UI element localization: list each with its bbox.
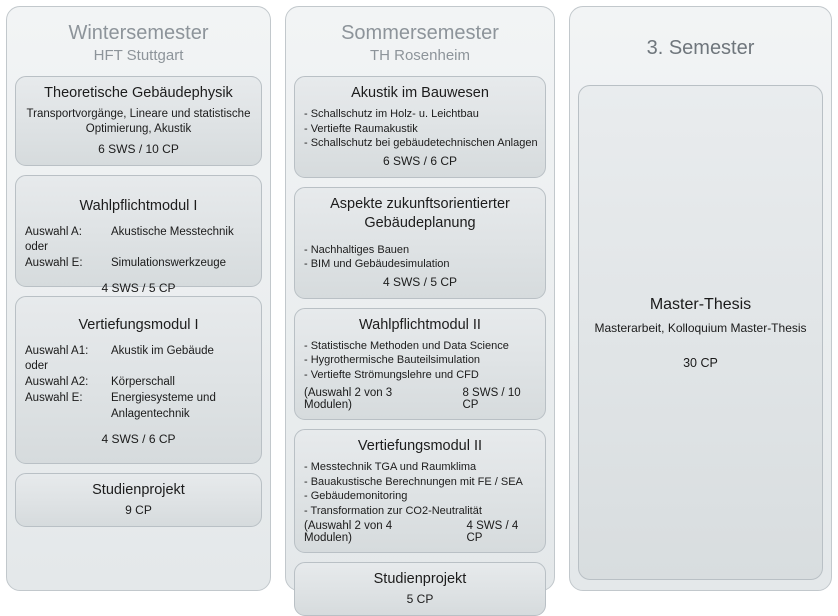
bullet-item: - Gebäudemonitoring bbox=[303, 490, 408, 502]
bullet-item: - Transformation zur CO2-Neutralität bbox=[303, 504, 482, 517]
module-credits: 4 SWS / 5 CP bbox=[382, 274, 457, 289]
module-title: Theoretische Gebäudephysik bbox=[44, 85, 233, 101]
column-header-wintersemester bbox=[15, 15, 262, 68]
module-credits: 6 SWS / 10 CP bbox=[98, 142, 179, 156]
column-title: 3. Semester bbox=[646, 37, 755, 59]
choice-key: Auswahl A: bbox=[25, 226, 82, 238]
column-drittes-semester bbox=[569, 6, 832, 591]
module-title: Wahlpflichtmodul I bbox=[79, 198, 198, 214]
choice-row bbox=[25, 390, 252, 406]
choice-key: Auswahl E: bbox=[25, 257, 83, 269]
module-selection-note: (Auswahl 2 von 3 Modulen) bbox=[303, 387, 393, 411]
module-bullets bbox=[304, 243, 536, 272]
module-footer bbox=[304, 520, 536, 544]
bullet-item: - Hygrothermische Bauteilsimulation bbox=[303, 354, 481, 366]
column-header-sommersemester bbox=[294, 15, 546, 68]
choice-row bbox=[25, 255, 252, 271]
module-title: Vertiefungsmodul I bbox=[78, 317, 199, 333]
module-card-wahlpflichtmodul-2[interactable] bbox=[294, 308, 546, 421]
module-description: Masterarbeit, Kolloquium Master-Thesis bbox=[594, 320, 807, 335]
module-choice-list bbox=[25, 224, 252, 271]
module-card-wahlpflichtmodul-1[interactable] bbox=[15, 175, 262, 295]
module-credits: 4 SWS / 5 CP bbox=[101, 281, 176, 295]
choice-key: oder bbox=[25, 241, 49, 253]
column-subtitle: TH Rosenheim bbox=[369, 47, 470, 64]
module-bullets bbox=[304, 460, 536, 518]
module-title: Studienprojekt bbox=[373, 571, 467, 587]
module-credits: 5 CP bbox=[406, 592, 434, 606]
module-choice-list bbox=[25, 343, 252, 422]
module-card-vertiefungsmodul-2[interactable] bbox=[294, 429, 546, 553]
choice-key bbox=[25, 406, 111, 422]
choice-value: Anlagentechnik bbox=[111, 408, 190, 420]
module-bullets bbox=[304, 339, 536, 383]
module-title: Wahlpflichtmodul II bbox=[359, 316, 481, 333]
choice-row bbox=[25, 406, 252, 422]
module-credits: 8 SWS / 10 CP bbox=[462, 387, 521, 411]
module-list-wintersemester bbox=[15, 76, 262, 527]
column-header-drittes-semester bbox=[578, 15, 823, 77]
choice-value: Körperschall bbox=[111, 376, 175, 388]
bullet-item: - Nachhaltiges Bauen bbox=[303, 243, 410, 256]
module-bullets bbox=[304, 107, 536, 151]
choice-value: Akustische Messtechnik bbox=[111, 226, 234, 238]
bullet-item: - Vertiefte Raumakustik bbox=[303, 122, 418, 135]
column-spacer bbox=[15, 527, 262, 580]
choice-key: Auswahl A2: bbox=[25, 376, 89, 388]
choice-value: Energiesysteme und bbox=[111, 392, 216, 404]
module-title: Aspekte zukunftsorientierter Gebäudeplanung bbox=[330, 195, 510, 231]
module-credits: 6 SWS / 6 CP bbox=[382, 153, 457, 168]
module-card-vertiefungsmodul-1[interactable] bbox=[15, 296, 262, 464]
module-description: Transportvorgänge, Lineare und statistische Optimierung, Akustik bbox=[26, 108, 251, 135]
module-credits: 30 CP bbox=[683, 355, 718, 370]
bullet-item: - Schallschutz bei gebäudetechnischen Anlagen bbox=[303, 137, 538, 149]
column-title: Sommersemester bbox=[341, 22, 499, 44]
module-title: Akustik im Bauwesen bbox=[351, 85, 489, 101]
choice-value: Akustik im Gebäude bbox=[111, 345, 214, 357]
column-title: Wintersemester bbox=[68, 22, 209, 44]
module-card-aspekte-zukunftsorientierter-gebaeudeplanung[interactable] bbox=[294, 187, 546, 299]
module-credits: 4 SWS / 6 CP bbox=[101, 432, 176, 446]
bullet-item: - Messtechnik TGA und Raumklima bbox=[303, 461, 477, 473]
bullet-item: - Statistische Methoden und Data Science bbox=[303, 339, 509, 352]
module-credits: 4 SWS / 4 CP bbox=[466, 520, 519, 544]
choice-key: Auswahl A1: bbox=[25, 345, 89, 357]
column-wintersemester bbox=[6, 6, 271, 591]
bullet-item: - Vertiefte Strömungslehre und CFD bbox=[303, 368, 479, 381]
module-card-akustik-im-bauwesen[interactable] bbox=[294, 76, 546, 178]
choice-value: Simulationswerkzeuge bbox=[111, 257, 227, 269]
module-footer bbox=[304, 387, 536, 411]
module-selection-note: (Auswahl 2 von 4 Modulen) bbox=[303, 520, 393, 544]
choice-key: Auswahl E: bbox=[25, 392, 83, 404]
module-credits: 9 CP bbox=[125, 503, 152, 517]
module-card-theoretische-gebaeudephysik[interactable] bbox=[15, 76, 262, 166]
column-sommersemester bbox=[285, 6, 555, 606]
module-card-studienprojekt-winter[interactable] bbox=[15, 473, 262, 527]
module-title: Studienprojekt bbox=[92, 482, 185, 498]
module-list-sommersemester bbox=[294, 76, 546, 616]
module-card-studienprojekt-sommer[interactable] bbox=[294, 562, 546, 616]
module-title: Vertiefungsmodul II bbox=[357, 438, 483, 454]
choice-row bbox=[25, 224, 252, 240]
bullet-item: - Schallschutz im Holz- u. Leichtbau bbox=[303, 108, 479, 120]
bullet-item: - BIM und Gebäudesimulation bbox=[303, 258, 450, 270]
module-card-master-thesis[interactable] bbox=[578, 85, 823, 580]
column-subtitle: HFT Stuttgart bbox=[93, 47, 184, 64]
choice-row bbox=[25, 343, 252, 359]
choice-key: oder bbox=[25, 360, 49, 372]
bullet-item: - Bauakustische Berechnungen mit FE / SEA bbox=[303, 475, 523, 488]
module-title: Master-Thesis bbox=[649, 295, 752, 313]
choice-row bbox=[25, 374, 252, 390]
